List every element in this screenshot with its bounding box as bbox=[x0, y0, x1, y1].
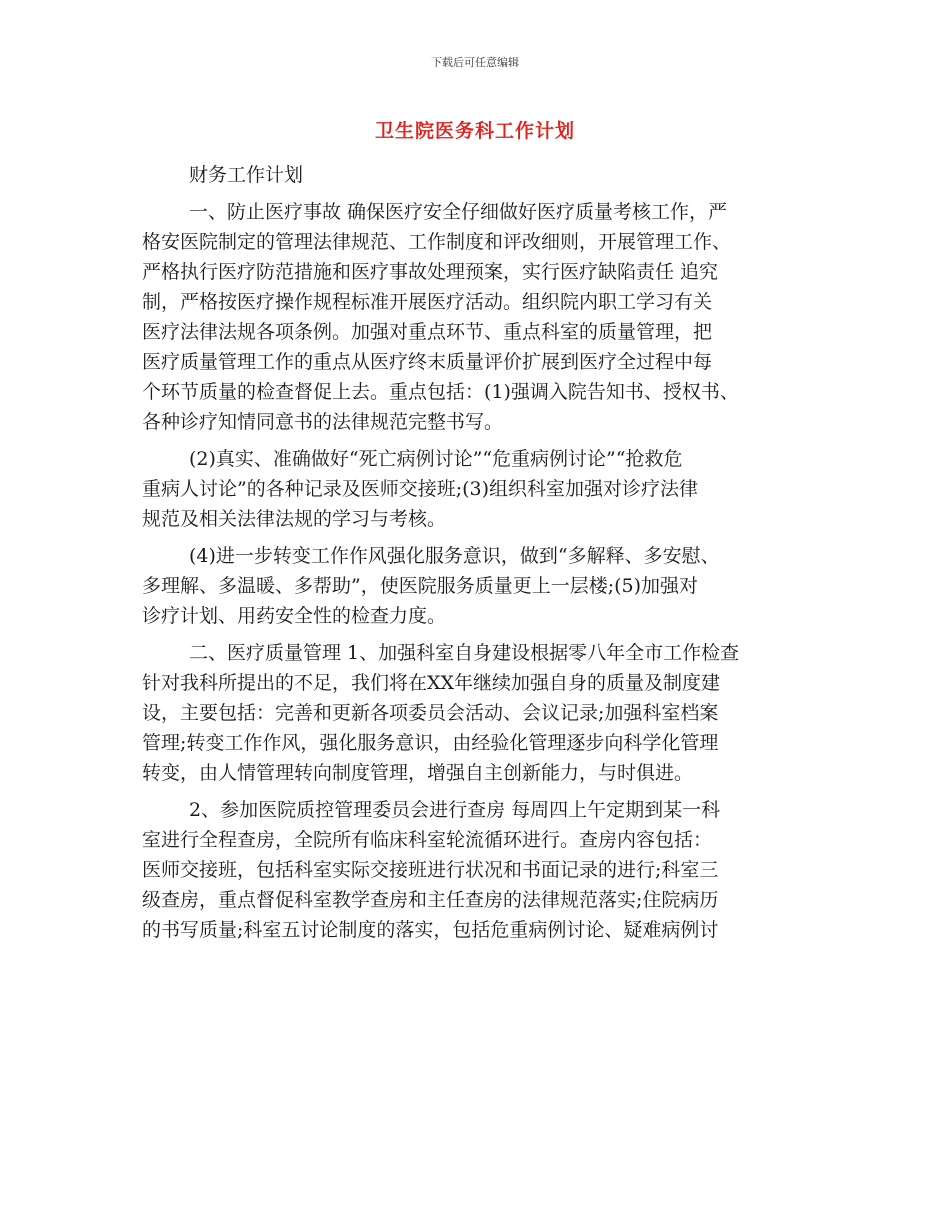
paragraph-line: 针对我科所提出的不足，我们将在XX年继续加强自身的质量及制度建 bbox=[142, 672, 721, 694]
paragraph-line: (2)真实、准确做好“死亡病例讨论”“危重病例讨论”“抢救危 bbox=[189, 448, 683, 470]
paragraph-line: 级查房，重点督促科室教学查房和主任查房的法律规范落实;住院病历 bbox=[142, 889, 719, 911]
paragraph-line: 制，严格按医疗操作规程标准开展医疗活动。组织院内职工学习有关 bbox=[142, 291, 713, 313]
paragraph-line: 设，主要包括：完善和更新各项委员会活动、会议记录;加强科室档案 bbox=[142, 702, 719, 724]
paragraph-line: 一、防止医疗事故 确保医疗安全仔细做好医疗质量考核工作，严 bbox=[189, 201, 728, 223]
paragraph-line: 格安医院制定的管理法律规范、工作制度和评改细则，开展管理工作、 bbox=[142, 231, 732, 253]
header-note: 下载后可任意编辑 bbox=[431, 56, 519, 69]
paragraph-line: 规范及相关法律法规的学习与考核。 bbox=[142, 508, 447, 530]
paragraph-line: 重病人讨论”的各种记录及医师交接班;(3)组织科室加强对诊疗法律 bbox=[142, 478, 699, 500]
document-title: 卫生院医务科工作计划 bbox=[374, 120, 575, 142]
paragraph-line: 的书写质量;科室五讨论制度的落实，包括危重病例讨论、疑难病例讨 bbox=[142, 919, 719, 941]
paragraph-line: 个环节质量的检查督促上去。重点包括：(1)强调入院告知书、授权书、 bbox=[142, 381, 739, 403]
paragraph-line: 二、医疗质量管理 1、加强科室自身建设根据零八年全市工作检查 bbox=[189, 642, 740, 664]
paragraph-line: 医师交接班，包括科室实际交接班进行状况和书面记录的进行;科室三 bbox=[142, 859, 719, 881]
paragraph-line: 室进行全程查房，全院所有临床科室轮流循环进行。查房内容包括： bbox=[142, 829, 713, 851]
paragraph-line: 转变，由人情管理转向制度管理，增强自主创新能力，与时俱进。 bbox=[142, 762, 694, 784]
paragraph-line: 医疗质量管理工作的重点从医疗终末质量评价扩展到医疗全过程中每 bbox=[142, 351, 713, 373]
paragraph-line: 严格执行医疗防范措施和医疗事故处理预案，实行医疗缺陷责任 追究 bbox=[142, 261, 719, 283]
paragraph-line: 多理解、多温暖、多帮助”，使医院服务质量更上一层楼;(5)加强对 bbox=[142, 575, 699, 597]
paragraph-line: 2、参加医院质控管理委员会进行查房 每周四上午定期到某一科 bbox=[189, 799, 721, 821]
paragraph-line: 财务工作计划 bbox=[189, 164, 304, 186]
paragraph-line: 诊疗计划、用药安全性的检查力度。 bbox=[142, 605, 447, 627]
document-body bbox=[142, 160, 814, 945]
paragraph-line: 各种诊疗知情同意书的法律规范完整书写。 bbox=[142, 411, 504, 433]
paragraph-line: (4)进一步转变工作作风强化服务意识，做到“多解释、多安慰、 bbox=[189, 545, 720, 567]
paragraph-line: 医疗法律法规各项条例。加强对重点环节、重点科室的质量管理，把 bbox=[142, 321, 713, 343]
paragraph-line: 管理;转变工作作风，强化服务意识，由经验化管理逐步向科学化管理 bbox=[142, 732, 719, 754]
